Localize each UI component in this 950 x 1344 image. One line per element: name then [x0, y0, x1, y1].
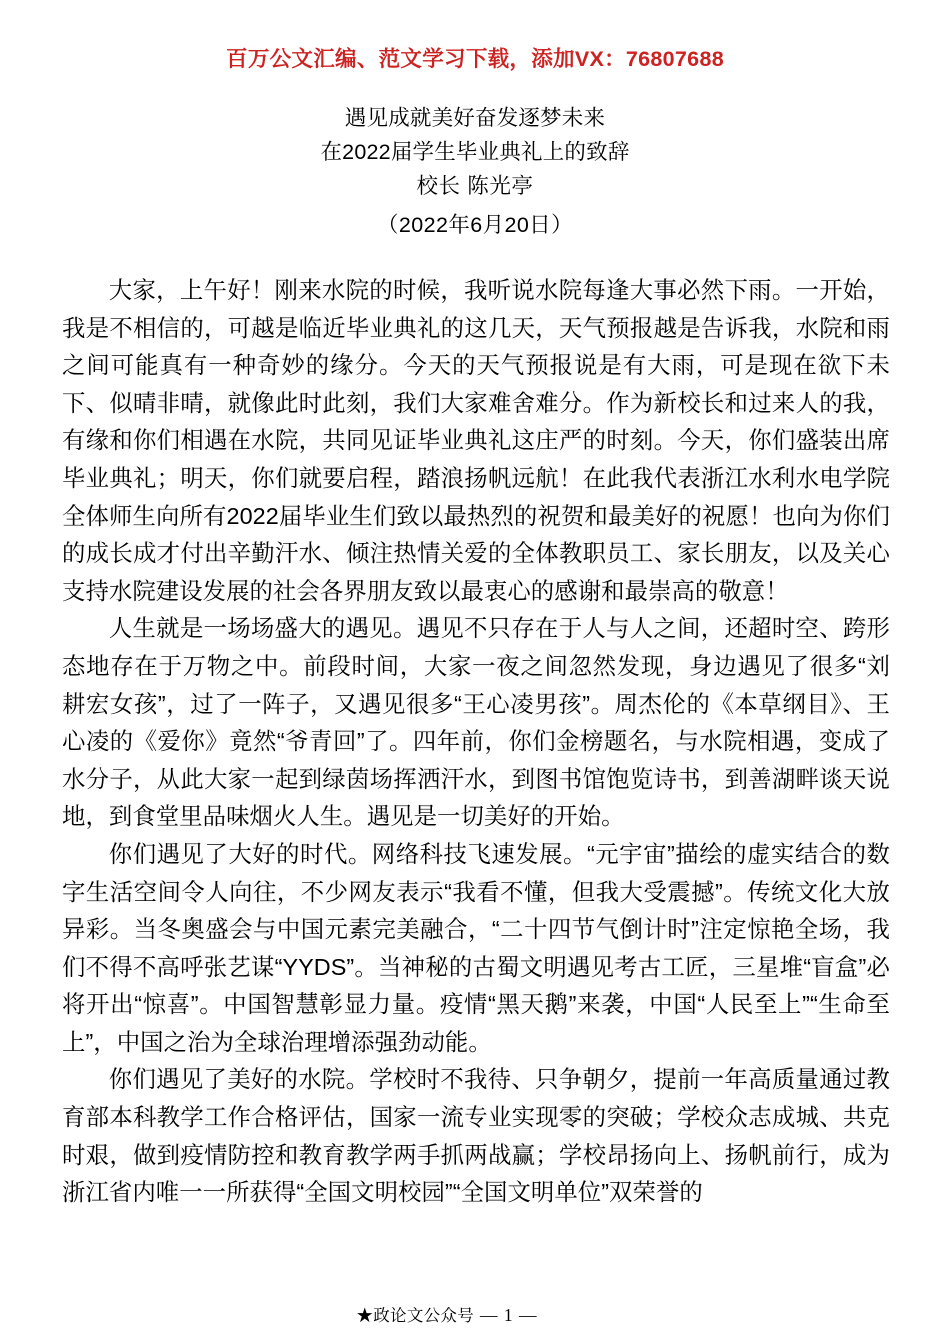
- footer-inner: [356, 1302, 537, 1326]
- document-title-block: [0, 101, 950, 242]
- body-paragraph: 你们遇见了大好的时代。网络科技飞速发展。“元宇宙”描绘的虚实结合的数字生活空间令人向往，不少网友表示“我看不懂，但我大受震撼”。传统文化大放异彩。当冬奥盛会与中国元素完美融合，“二十四节气倒计时”注定惊艳全场，我们不得不高呼张艺谋“YYDS”。当神秘的古蜀文明遇见考古工匠，三星堆“盲盒”必将开出“惊喜”。中国智慧彰显力量。疫情“黑天鹅”来袭，中国“人民至上”“生命至上”，中国之治为全球治理增添强劲动能。: [62, 840, 890, 1055]
- promo-banner-text: 百万公文汇编、范文学习下载，添加VX：76807688: [226, 47, 724, 71]
- document-footer: [0, 1302, 950, 1326]
- document-body: [62, 272, 890, 1212]
- document-dateline: （2022年6月20日）: [376, 213, 573, 237]
- document-byline: 校长 陈光亭: [416, 174, 534, 198]
- document-subtitle: 在2022届学生毕业典礼上的致辞: [320, 140, 630, 164]
- body-paragraph: 人生就是一场场盛大的遇见。遇见不只存在于人与人之间，还超时空、跨形态地存在于万物之中。前段时间，大家一夜之间忽然发现，身边遇见了很多“刘耕宏女孩”，过了一阵子，又遇见很多“王心凌男孩”。周杰伦的《本草纲目》、王心凌的《爱你》竟然“爷青回”了。四年前，你们金榜题名，与水院相遇，变成了水分子，从此大家一起到绿茵场挥洒汗水，到图书馆饱览诗书，到善湖畔谈天说地，到食堂里品味烟火人生。遇见是一切美好的开始。: [62, 615, 890, 830]
- footer-brand-label: ★政论文公众号: [356, 1306, 475, 1325]
- body-paragraph: 你们遇见了美好的水院。学校时不我待、只争朝夕，提前一年高质量通过教育部本科教学工作合格评估，国家一流专业实现零的突破；学校众志成城、共克时艰，做到疫情防控和教育教学两手抓两战赢；学校昂扬向上、扬帆前行，成为浙江省内唯一一所获得“全国文明校园”“全国文明单位”双荣誉的: [62, 1066, 890, 1206]
- document-main-title: 遇见成就美好奋发逐梦未来: [344, 106, 606, 130]
- footer-page-number: — 1 —: [480, 1305, 538, 1325]
- body-paragraph: 大家，上午好！刚来水院的时候，我听说水院每逢大事必然下雨。一开始，我是不相信的，可越是临近毕业典礼的这几天，天气预报越是告诉我，水院和雨之间可能真有一种奇妙的缘分。今天的天气预报说是有大雨，可是现在欲下未下、似晴非晴，就像此时此刻，我们大家难舍难分。作为新校长和过来人的我，有缘和你们相遇在水院，共同见证毕业典礼这庄严的时刻。今天，你们盛装出席毕业典礼；明天，你们就要启程，踏浪扬帆远航！在此我代表浙江水利水电学院全体师生向所有2022届毕业生们致以最热烈的祝贺和最美好的祝愿！也向为你们的成长成才付出辛勤汗水、倾注热情关爱的全体教职员工、家长朋友，以及关心支持水院建设发展的社会各界朋友致以最衷心的感谢和最崇高的敬意！: [62, 277, 890, 604]
